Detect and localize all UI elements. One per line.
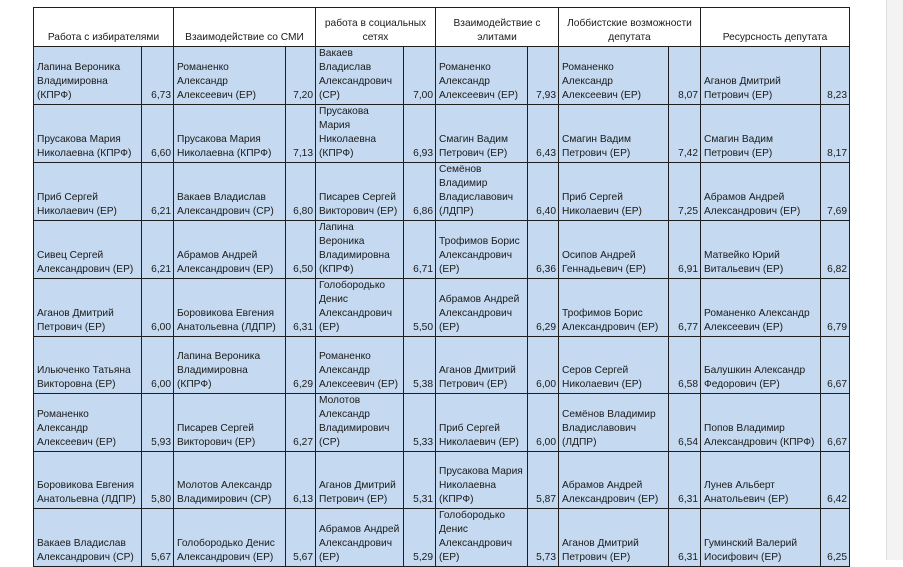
column-header: Взаимодействие с элитами bbox=[436, 8, 559, 47]
deputy-name-cell[interactable]: Аганов Дмитрий Петрович (ЕР) bbox=[34, 279, 142, 337]
score-cell[interactable]: 5,29 bbox=[404, 509, 436, 567]
deputy-name-cell[interactable]: Попов Владимир Александрович (КПРФ) bbox=[701, 394, 821, 452]
column-header: Ресурсность депутата bbox=[701, 8, 850, 47]
deputy-name-cell[interactable]: Лунев Альберт Анатольевич (ЕР) bbox=[701, 452, 821, 509]
score-cell[interactable]: 7,20 bbox=[286, 47, 316, 105]
score-cell[interactable]: 6,77 bbox=[669, 279, 701, 337]
score-cell[interactable]: 6,50 bbox=[286, 221, 316, 279]
deputy-name-cell[interactable]: Трофимов Борис Александрович (ЕР) bbox=[559, 279, 669, 337]
table-row bbox=[34, 279, 850, 337]
table-row bbox=[34, 394, 850, 452]
table-row bbox=[34, 337, 850, 394]
window-right-edge bbox=[886, 0, 903, 560]
deputy-name-cell[interactable]: Прусакова Мария Николаевна (КПРФ) bbox=[316, 105, 404, 163]
score-cell[interactable]: 6,82 bbox=[821, 221, 850, 279]
score-cell[interactable]: 6,31 bbox=[669, 452, 701, 509]
score-cell[interactable]: 7,69 bbox=[821, 163, 850, 221]
deputy-name-cell[interactable]: Сивец Сергей Александрович (ЕР) bbox=[34, 221, 142, 279]
deputy-name-cell[interactable]: Прусакова Мария Николаевна (КПРФ) bbox=[174, 105, 286, 163]
score-cell[interactable]: 6,00 bbox=[528, 394, 559, 452]
deputy-name-cell[interactable]: Романенко Александр Алексеевич (ЕР) bbox=[559, 47, 669, 105]
deputy-name-cell[interactable]: Абрамов Андрей Александрович (ЕР) bbox=[174, 221, 286, 279]
column-header: работа в социальных сетях bbox=[316, 8, 436, 47]
score-cell[interactable]: 6,27 bbox=[286, 394, 316, 452]
deputy-name-cell[interactable]: Абрамов Андрей Александрович (ЕР) bbox=[701, 163, 821, 221]
deputy-name-cell[interactable]: Матвейко Юрий Витальевич (ЕР) bbox=[701, 221, 821, 279]
score-cell[interactable]: 6,60 bbox=[142, 105, 174, 163]
score-cell[interactable]: 8,17 bbox=[821, 105, 850, 163]
deputy-name-cell[interactable]: Лапина Вероника Владимировна (КПРФ) bbox=[174, 337, 286, 394]
deputy-name-cell[interactable]: Абрамов Андрей Александрович (ЕР) bbox=[559, 452, 669, 509]
score-cell[interactable]: 5,67 bbox=[286, 509, 316, 567]
deputy-name-cell[interactable]: Писарев Сергей Викторович (ЕР) bbox=[174, 394, 286, 452]
deputy-name-cell[interactable]: Романенко Александр Алексеевич (ЕР) bbox=[436, 47, 528, 105]
deputy-name-cell[interactable]: Аганов Дмитрий Петрович (ЕР) bbox=[436, 337, 528, 394]
score-cell[interactable]: 7,13 bbox=[286, 105, 316, 163]
deputy-name-cell[interactable]: Романенко Александр Алексеевич (ЕР) bbox=[34, 394, 142, 452]
score-cell[interactable]: 7,25 bbox=[669, 163, 701, 221]
score-cell[interactable]: 7,00 bbox=[404, 47, 436, 105]
score-cell[interactable]: 6,40 bbox=[528, 163, 559, 221]
deputy-name-cell[interactable]: Голобородько Денис Александрович (ЕР) bbox=[436, 509, 528, 567]
deputy-name-cell[interactable]: Семёнов Владимир Владиславович (ЛДПР) bbox=[559, 394, 669, 452]
score-cell[interactable]: 6,43 bbox=[528, 105, 559, 163]
score-cell[interactable]: 6,36 bbox=[528, 221, 559, 279]
score-cell[interactable]: 5,50 bbox=[404, 279, 436, 337]
deputy-name-cell[interactable]: Гуминский Валерий Иосифович (ЕР) bbox=[701, 509, 821, 567]
table-row bbox=[34, 47, 850, 105]
score-cell[interactable]: 6,71 bbox=[404, 221, 436, 279]
score-cell[interactable]: 6,00 bbox=[142, 337, 174, 394]
score-cell[interactable]: 5,93 bbox=[142, 394, 174, 452]
deputy-name-cell[interactable]: Лапина Вероника Владимировна (КПРФ) bbox=[34, 47, 142, 105]
deputy-name-cell[interactable]: Голобородько Денис Александрович (ЕР) bbox=[174, 509, 286, 567]
score-cell[interactable]: 6,79 bbox=[821, 279, 850, 337]
column-header: Взаимодействие со СМИ bbox=[174, 8, 316, 47]
score-cell[interactable]: 6,25 bbox=[821, 509, 850, 567]
table-row bbox=[34, 509, 850, 567]
score-cell[interactable]: 6,80 bbox=[286, 163, 316, 221]
score-cell[interactable]: 6,00 bbox=[142, 279, 174, 337]
score-cell[interactable]: 6,93 bbox=[404, 105, 436, 163]
deputy-name-cell[interactable]: Смагин Вадим Петрович (ЕР) bbox=[559, 105, 669, 163]
table-row bbox=[34, 221, 850, 279]
deputy-name-cell[interactable]: Лапина Вероника Владимировна (КПРФ) bbox=[316, 221, 404, 279]
deputy-name-cell[interactable]: Молотов Александр Владимирович (СР) bbox=[174, 452, 286, 509]
deputy-rating-table bbox=[33, 7, 850, 567]
deputy-name-cell[interactable]: Аганов Дмитрий Петрович (ЕР) bbox=[559, 509, 669, 567]
deputy-name-cell[interactable]: Ильюченко Татьяна Викторовна (ЕР) bbox=[34, 337, 142, 394]
score-cell[interactable]: 6,86 bbox=[404, 163, 436, 221]
score-cell[interactable]: 5,38 bbox=[404, 337, 436, 394]
deputy-name-cell[interactable]: Приб Сергей Николаевич (ЕР) bbox=[436, 394, 528, 452]
score-cell[interactable]: 6,21 bbox=[142, 221, 174, 279]
score-cell[interactable]: 6,29 bbox=[528, 279, 559, 337]
score-cell[interactable]: 6,58 bbox=[669, 337, 701, 394]
score-cell[interactable]: 6,31 bbox=[669, 509, 701, 567]
deputy-name-cell[interactable]: Вакаев Владислав Александрович (СР) bbox=[34, 509, 142, 567]
score-cell[interactable]: 7,42 bbox=[669, 105, 701, 163]
deputy-name-cell[interactable]: Романенко Александр Алексеевич (ЕР) bbox=[316, 337, 404, 394]
score-cell[interactable]: 5,67 bbox=[142, 509, 174, 567]
score-cell[interactable]: 8,07 bbox=[669, 47, 701, 105]
deputy-name-cell[interactable]: Молотов Александр Владимирович (СР) bbox=[316, 394, 404, 452]
column-header: Лоббистские возможности депутата bbox=[559, 8, 701, 47]
deputy-name-cell[interactable]: Балушкин Александр Федорович (ЕР) bbox=[701, 337, 821, 394]
deputy-name-cell[interactable]: Приб Сергей Николаевич (ЕР) bbox=[559, 163, 669, 221]
deputy-name-cell[interactable]: Абрамов Андрей Александрович (ЕР) bbox=[436, 279, 528, 337]
deputy-name-cell[interactable]: Приб Сергей Николаевич (ЕР) bbox=[34, 163, 142, 221]
score-cell[interactable]: 6,29 bbox=[286, 337, 316, 394]
deputy-name-cell[interactable]: Осипов Андрей Геннадьевич (ЕР) bbox=[559, 221, 669, 279]
deputy-name-cell[interactable]: Вакаев Владислав Александрович (СР) bbox=[174, 163, 286, 221]
score-cell[interactable]: 6,21 bbox=[142, 163, 174, 221]
deputy-name-cell[interactable]: Вакаев Владислав Александрович (СР) bbox=[316, 47, 404, 105]
score-cell[interactable]: 5,73 bbox=[528, 509, 559, 567]
score-cell[interactable]: 6,13 bbox=[286, 452, 316, 509]
deputy-name-cell[interactable]: Абрамов Андрей Александрович (ЕР) bbox=[316, 509, 404, 567]
score-cell[interactable]: 6,73 bbox=[142, 47, 174, 105]
table-row bbox=[34, 452, 850, 509]
header-row bbox=[34, 8, 850, 47]
score-cell[interactable]: 7,93 bbox=[528, 47, 559, 105]
deputy-name-cell[interactable]: Трофимов Борис Александрович (ЕР) bbox=[436, 221, 528, 279]
deputy-name-cell[interactable]: Романенко Александр Алексеевич (ЕР) bbox=[174, 47, 286, 105]
deputy-name-cell[interactable]: Голобородько Денис Александрович (ЕР) bbox=[316, 279, 404, 337]
deputy-name-cell[interactable]: Семёнов Владимир Владиславович (ЛДПР) bbox=[436, 163, 528, 221]
deputy-name-cell[interactable]: Аганов Дмитрий Петрович (ЕР) bbox=[701, 47, 821, 105]
deputy-name-cell[interactable]: Боровикова Евгения Анатольевна (ЛДПР) bbox=[174, 279, 286, 337]
score-cell[interactable]: 6,54 bbox=[669, 394, 701, 452]
deputy-name-cell[interactable]: Смагин Вадим Петрович (ЕР) bbox=[701, 105, 821, 163]
deputy-name-cell[interactable]: Прусакова Мария Николаевна (КПРФ) bbox=[436, 452, 528, 509]
score-cell[interactable]: 6,91 bbox=[669, 221, 701, 279]
deputy-name-cell[interactable]: Писарев Сергей Викторович (ЕР) bbox=[316, 163, 404, 221]
score-cell[interactable]: 6,67 bbox=[821, 337, 850, 394]
score-cell[interactable]: 6,00 bbox=[528, 337, 559, 394]
score-cell[interactable]: 5,87 bbox=[528, 452, 559, 509]
deputy-name-cell[interactable]: Смагин Вадим Петрович (ЕР) bbox=[436, 105, 528, 163]
score-cell[interactable]: 5,33 bbox=[404, 394, 436, 452]
table-row bbox=[34, 163, 850, 221]
deputy-name-cell[interactable]: Боровикова Евгения Анатольевна (ЛДПР) bbox=[34, 452, 142, 509]
column-header: Работа с избирателями bbox=[34, 8, 174, 47]
deputy-name-cell[interactable]: Серов Сергей Николаевич (ЕР) bbox=[559, 337, 669, 394]
score-cell[interactable]: 8,23 bbox=[821, 47, 850, 105]
score-cell[interactable]: 6,67 bbox=[821, 394, 850, 452]
score-cell[interactable]: 6,42 bbox=[821, 452, 850, 509]
score-cell[interactable]: 5,80 bbox=[142, 452, 174, 509]
score-cell[interactable]: 6,31 bbox=[286, 279, 316, 337]
deputy-name-cell[interactable]: Прусакова Мария Николаевна (КПРФ) bbox=[34, 105, 142, 163]
deputy-name-cell[interactable]: Романенко Александр Алексеевич (ЕР) bbox=[701, 279, 821, 337]
table-row bbox=[34, 105, 850, 163]
deputy-name-cell[interactable]: Аганов Дмитрий Петрович (ЕР) bbox=[316, 452, 404, 509]
score-cell[interactable]: 5,31 bbox=[404, 452, 436, 509]
